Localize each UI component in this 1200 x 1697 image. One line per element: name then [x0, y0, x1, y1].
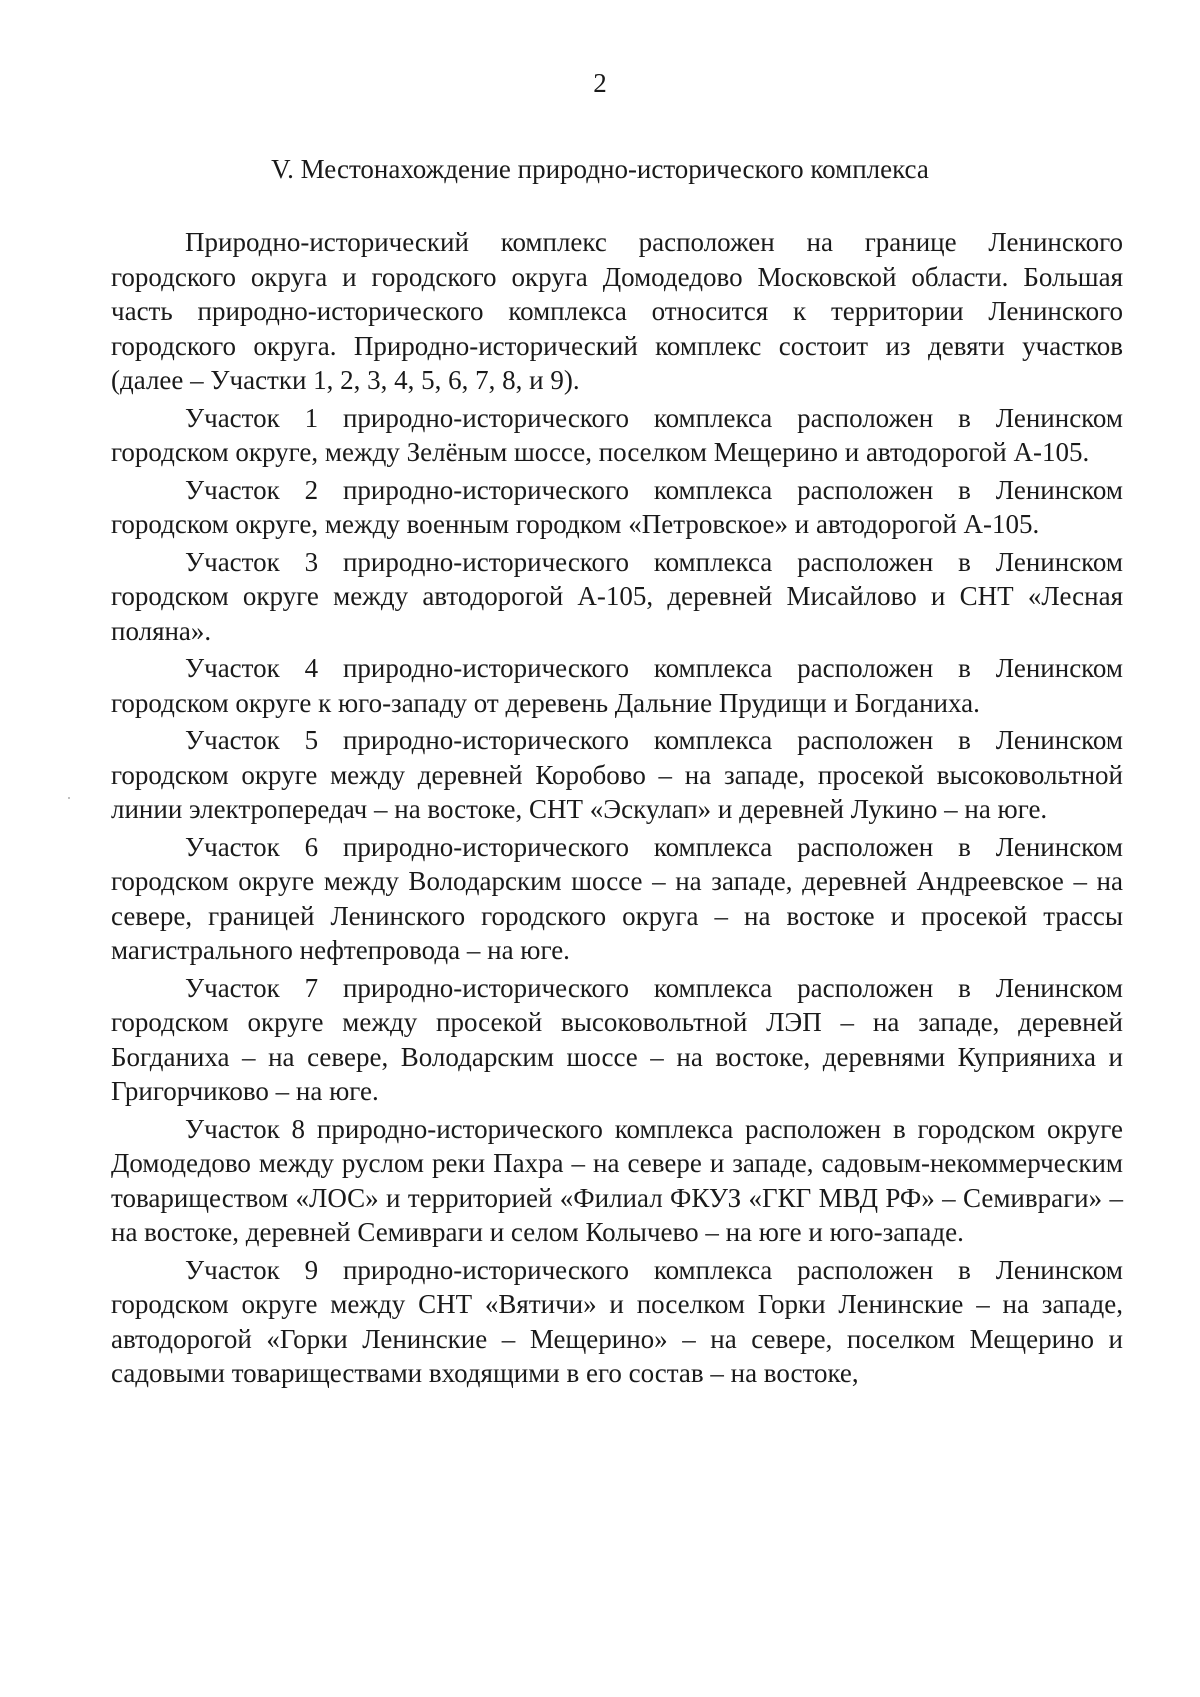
page-number: 2	[593, 68, 607, 98]
scan-speck	[68, 797, 70, 799]
body-text	[111, 225, 1123, 1391]
paragraph-plot-1: Участок 1 природно-исторического комплекса расположен в Ленинском городском округе, между Зелёным шоссе, поселком Мещерино и автодорогой А-105.	[111, 402, 1123, 467]
paragraph-plot-7: Участок 7 природно-исторического комплекса расположен в Ленинском городском округе между просекой высоковольтной ЛЭП – на западе, деревней Богданиха – на севере, Володарским шоссе – на востоке, деревнями Куприяниха и Григорчиково – на юге.	[111, 972, 1123, 1106]
paragraph-plot-5: Участок 5 природно-исторического комплекса расположен в Ленинском городском округе между деревней Коробово – на западе, просекой высоковольтной линии электропередач – на востоке, СНТ «Эскулап» и деревней Лукино – на юге.	[111, 725, 1123, 824]
paragraph-plot-9: Участок 9 природно-исторического комплекса расположен в Ленинском городском округе между СНТ «Вятичи» и поселком Горки Ленинские – на западе, автодорогой «Горки Ленинские – Мещерино» – на севере, поселком Мещерино и садовыми товариществами входящими в его состав – на востоке,	[111, 1254, 1123, 1388]
paragraph-plot-3: Участок 3 природно-исторического комплекса расположен в Ленинском городском округе между автодорогой А-105, деревней Мисайлово и СНТ «Лесная поляна».	[111, 546, 1123, 646]
paragraph-plot-8: Участок 8 природно-исторического комплекса расположен в городском округе Домодедово между руслом реки Пахра – на севере и западе, садовым-некоммерческим товариществом «ЛОС» и территорией «Филиал ФКУЗ «ГКГ МВД РФ» – Семивраги» – на востоке, деревней Семивраги и селом Колычево – на юге и юго-западе.	[111, 1113, 1123, 1247]
paragraph-intro: Природно-исторический комплекс расположен на границе Ленинского городского округа и городского округа Домодедово Московской области. Большая часть природно-исторического комплекса относится к территории Ленинского городского округа. Природно-исторический комплекс состоит из девяти участков (далее – Участки 1, 2, 3, 4, 5, 6, 7, 8, и 9).	[111, 227, 1123, 395]
section-heading: V. Местонахождение природно-исторического комплекса	[271, 154, 929, 184]
paragraph-plot-6: Участок 6 природно-исторического комплекса расположен в Ленинском городском округе между Володарским шоссе – на западе, деревней Андреевское – на севере, границей Ленинского городского округа – на востоке и просекой трассы магистрального нефтепровода – на юге.	[111, 831, 1123, 965]
paragraph-plot-4: Участок 4 природно-исторического комплекса расположен в Ленинском городском округе к юго-западу от деревень Дальние Прудищи и Богданиха.	[111, 653, 1123, 718]
paragraph-plot-2: Участок 2 природно-исторического комплекса расположен в Ленинском городском округе, между военным городком «Петровское» и автодорогой А-105.	[111, 474, 1123, 539]
